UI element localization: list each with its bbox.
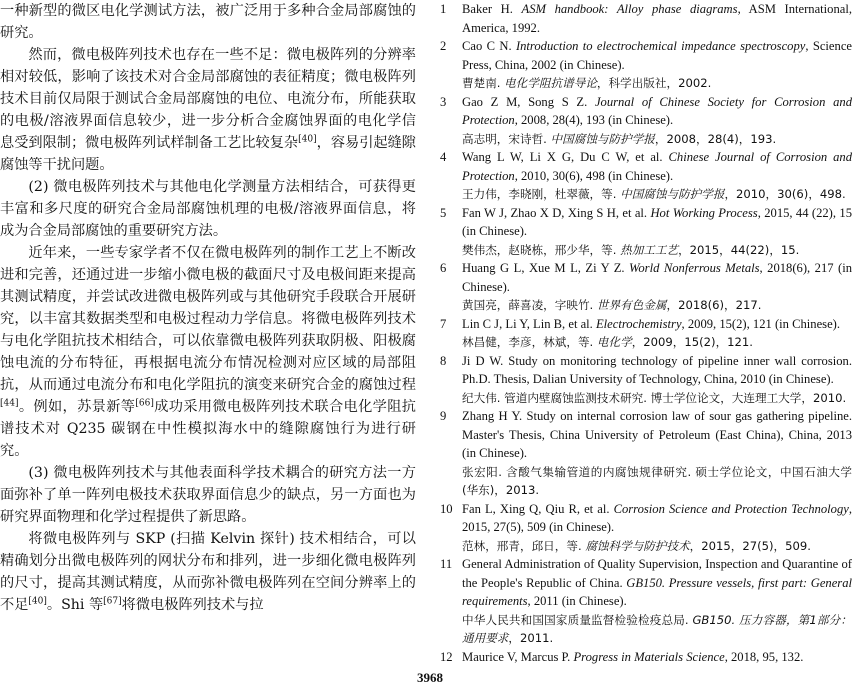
reference-entry — [440, 259, 852, 315]
reference-number: 7 — [440, 316, 447, 331]
reference-chinese: 范林，邢青，邱日，等. 腐蚀科学与防护技术，2015，27(5)，509. — [462, 538, 811, 553]
reference-english: Huang G L, Xue M L, Zi Y Z. World Nonferrous Metals, 2018(6), 217 (in Chinese). — [462, 261, 853, 294]
reference-number: 3 — [440, 94, 447, 109]
reference-english: General Administration of Quality Supervision, Inspection and Quarantine of the People's Republic of China. GB150. Pressure vessels, first part: General requirements, 2011 (in Chinese). — [462, 557, 853, 608]
reference-entry — [440, 555, 852, 648]
citation: [66] — [135, 398, 154, 409]
reference-english: Baker H. ASM handbook: Alloy phase diagrams, ASM International, America, 1992. — [462, 2, 852, 35]
paragraph-3: (2) 微电极阵列技术与其他电化学测量方法相结合，可获得更丰富和多尺度的研究合金局部腐蚀机理的电极/溶液界面信息，将成为合金局部腐蚀的重要研究方法。 — [0, 179, 416, 239]
citation: [40] — [298, 134, 317, 145]
paragraph-4: 近年来，一些专家学者不仅在微电极阵列的制作工艺上不断改进和完善，还通过进一步缩小微电极的截面尺寸及电极间距来提高其测试精度，并尝试改进微电极阵列或与其他研究手段联合开展研究，以丰富其数据类型和电极过程动力学信息。将微电极阵列技术与电化学阻抗技术相结合，可以依靠微电极阵列获取阴极、阳极腐蚀电流的分布特征，再根据电流分布情况检测对应区域的局部阻抗，从而通过电流分布和电化学阻抗的演变来研究合金的腐蚀过程[44]。例如，苏景新等[66]成功采用微电极阵列技术联合电化学阻抗谱技术对 Q235 碳钢在中性模拟海水中的缝隙腐蚀行为进行研究。 — [0, 245, 416, 459]
citation: [67] — [103, 596, 122, 607]
reference-number: 2 — [440, 39, 447, 53]
reference-english: Ji D W. Study on monitoring technology of pipeline inner wall corrosion. Ph.D. Thesis, Dalian University of Technology, China, 2010 (in Chinese). — [462, 353, 852, 386]
reference-number: 11 — [440, 557, 453, 571]
reference-chinese: 张宏阳. 含酸气集输管道的内腐蚀规律研究. 硕士学位论文，中国石油大学(华东)，2013. — [462, 464, 852, 497]
reference-entry — [440, 648, 852, 667]
reference-number: 5 — [440, 205, 447, 220]
reference-english: Zhang H Y. Study on internal corrosion law of sour gas gathering pipeline. Master's Thesis, China University of Petroleum (East China), China, 2013 (in Chinese). — [462, 409, 852, 460]
left-text-column — [0, 0, 416, 616]
reference-entry — [440, 204, 852, 260]
reference-english: Gao Z M, Song S Z. Journal of Chinese Society for Corrosion and Protection, 2008, 28(4), 193 (in Chinese). — [462, 94, 852, 127]
reference-number: 1 — [440, 2, 447, 16]
reference-number: 6 — [440, 261, 447, 275]
reference-number: 10 — [440, 501, 453, 516]
reference-entry — [440, 93, 852, 149]
reference-chinese: 高志明，宋诗哲. 中国腐蚀与防护学报，2008，28(4)，193. — [462, 131, 777, 146]
reference-entry — [440, 500, 852, 556]
reference-english: Fan L, Xing Q, Qiu R, et al. Corrosion Science and Protection Technology, 2015, 27(5), 509 (in Chinese). — [462, 501, 852, 534]
citation: [40] — [28, 596, 47, 607]
reference-chinese: 纪大伟. 管道内壁腐蚀监测技术研究. 博士学位论文，大连理工大学，2010. — [462, 390, 847, 405]
reference-list — [440, 0, 852, 666]
reference-chinese: 曹楚南. 电化学阻抗谱导论，科学出版社，2002. — [462, 76, 712, 90]
reference-entry — [440, 148, 852, 204]
citation: [44] — [0, 398, 19, 409]
reference-chinese: 樊伟杰，赵晓栋，邢少华，等. 热加工工艺，2015，44(22)，15. — [462, 242, 800, 257]
reference-chinese: 中华人民共和国国家质量监督检验检疫总局. GB150. 压力容器，第1部分：通用要求，2011. — [462, 612, 852, 645]
reference-entry — [440, 315, 852, 352]
paragraph-6: 将微电极阵列与 SKP (扫描 Kelvin 探针) 技术相结合，可以精确划分出微电极阵列的网状分布和排列，进一步细化微电极阵列的尺寸，提高其测试精度，从而弥补微电极阵列在空间分辨率上的不足[40]。Shi 等[67]将微电极阵列技术与拉 — [0, 531, 416, 613]
page-number: 3968 — [417, 670, 443, 685]
reference-entry — [440, 407, 852, 500]
reference-entry — [440, 37, 852, 93]
reference-chinese: 黄国亮，薛喜凌，字映竹. 世界有色金属，2018(6)，217. — [462, 298, 762, 312]
reference-english: Lin C J, Li Y, Lin B, et al. Electrochemistry, 2009, 15(2), 121 (in Chinese). — [462, 316, 840, 331]
reference-number: 12 — [440, 649, 453, 664]
reference-number: 9 — [440, 409, 447, 423]
reference-english: Cao C N. Introduction to electrochemical impedance spectroscopy, Science Press, China, 2002 (in Chinese). — [462, 39, 853, 72]
reference-entry — [440, 352, 852, 408]
reference-english: Maurice V, Marcus P. Progress in Materials Science, 2018, 95, 132. — [462, 649, 804, 664]
reference-number: 8 — [440, 353, 447, 368]
reference-english: Wang L W, Li X G, Du C W, et al. Chinese Journal of Corrosion and Protection, 2010, 30(6), 498 (in Chinese). — [462, 150, 852, 183]
paragraph-5: (3) 微电极阵列技术与其他表面科学技术耦合的研究方法一方面弥补了单一阵列电极技术获取界面信息少的缺点，另一方面也为研究界面物理和化学过程提供了新思路。 — [0, 465, 416, 525]
reference-entry — [440, 0, 852, 37]
paragraph-1: 一种新型的微区电化学测试方法，被广泛用于多种合金局部腐蚀的研究。 — [0, 3, 416, 41]
reference-chinese: 王力伟，李晓刚，杜翠薇，等. 中国腐蚀与防护学报，2010，30(6)，498. — [462, 187, 846, 201]
reference-chinese: 林昌健，李彦，林斌，等. 电化学，2009，15(2)，121. — [462, 335, 753, 349]
reference-english: Fan W J, Zhao X D, Xing S H, et al. Hot Working Process, 2015, 44 (22), 15 (in Chinese). — [462, 205, 852, 238]
reference-number: 4 — [440, 150, 447, 164]
paragraph-2: 然而，微电极阵列技术也存在一些不足：微电极阵列的分辨率相对较低，影响了该技术对合金局部腐蚀的表征精度；微电极阵列技术目前仅局限于测试合金局部腐蚀的电位、电流分布，所能获取的电极/溶液界面信息较少，进一步分析合金腐蚀界面的电化学信息受到限制；微电极阵列试样制备工艺比较复杂[40]，容易引起缝隙腐蚀等干扰问题。 — [0, 47, 416, 173]
